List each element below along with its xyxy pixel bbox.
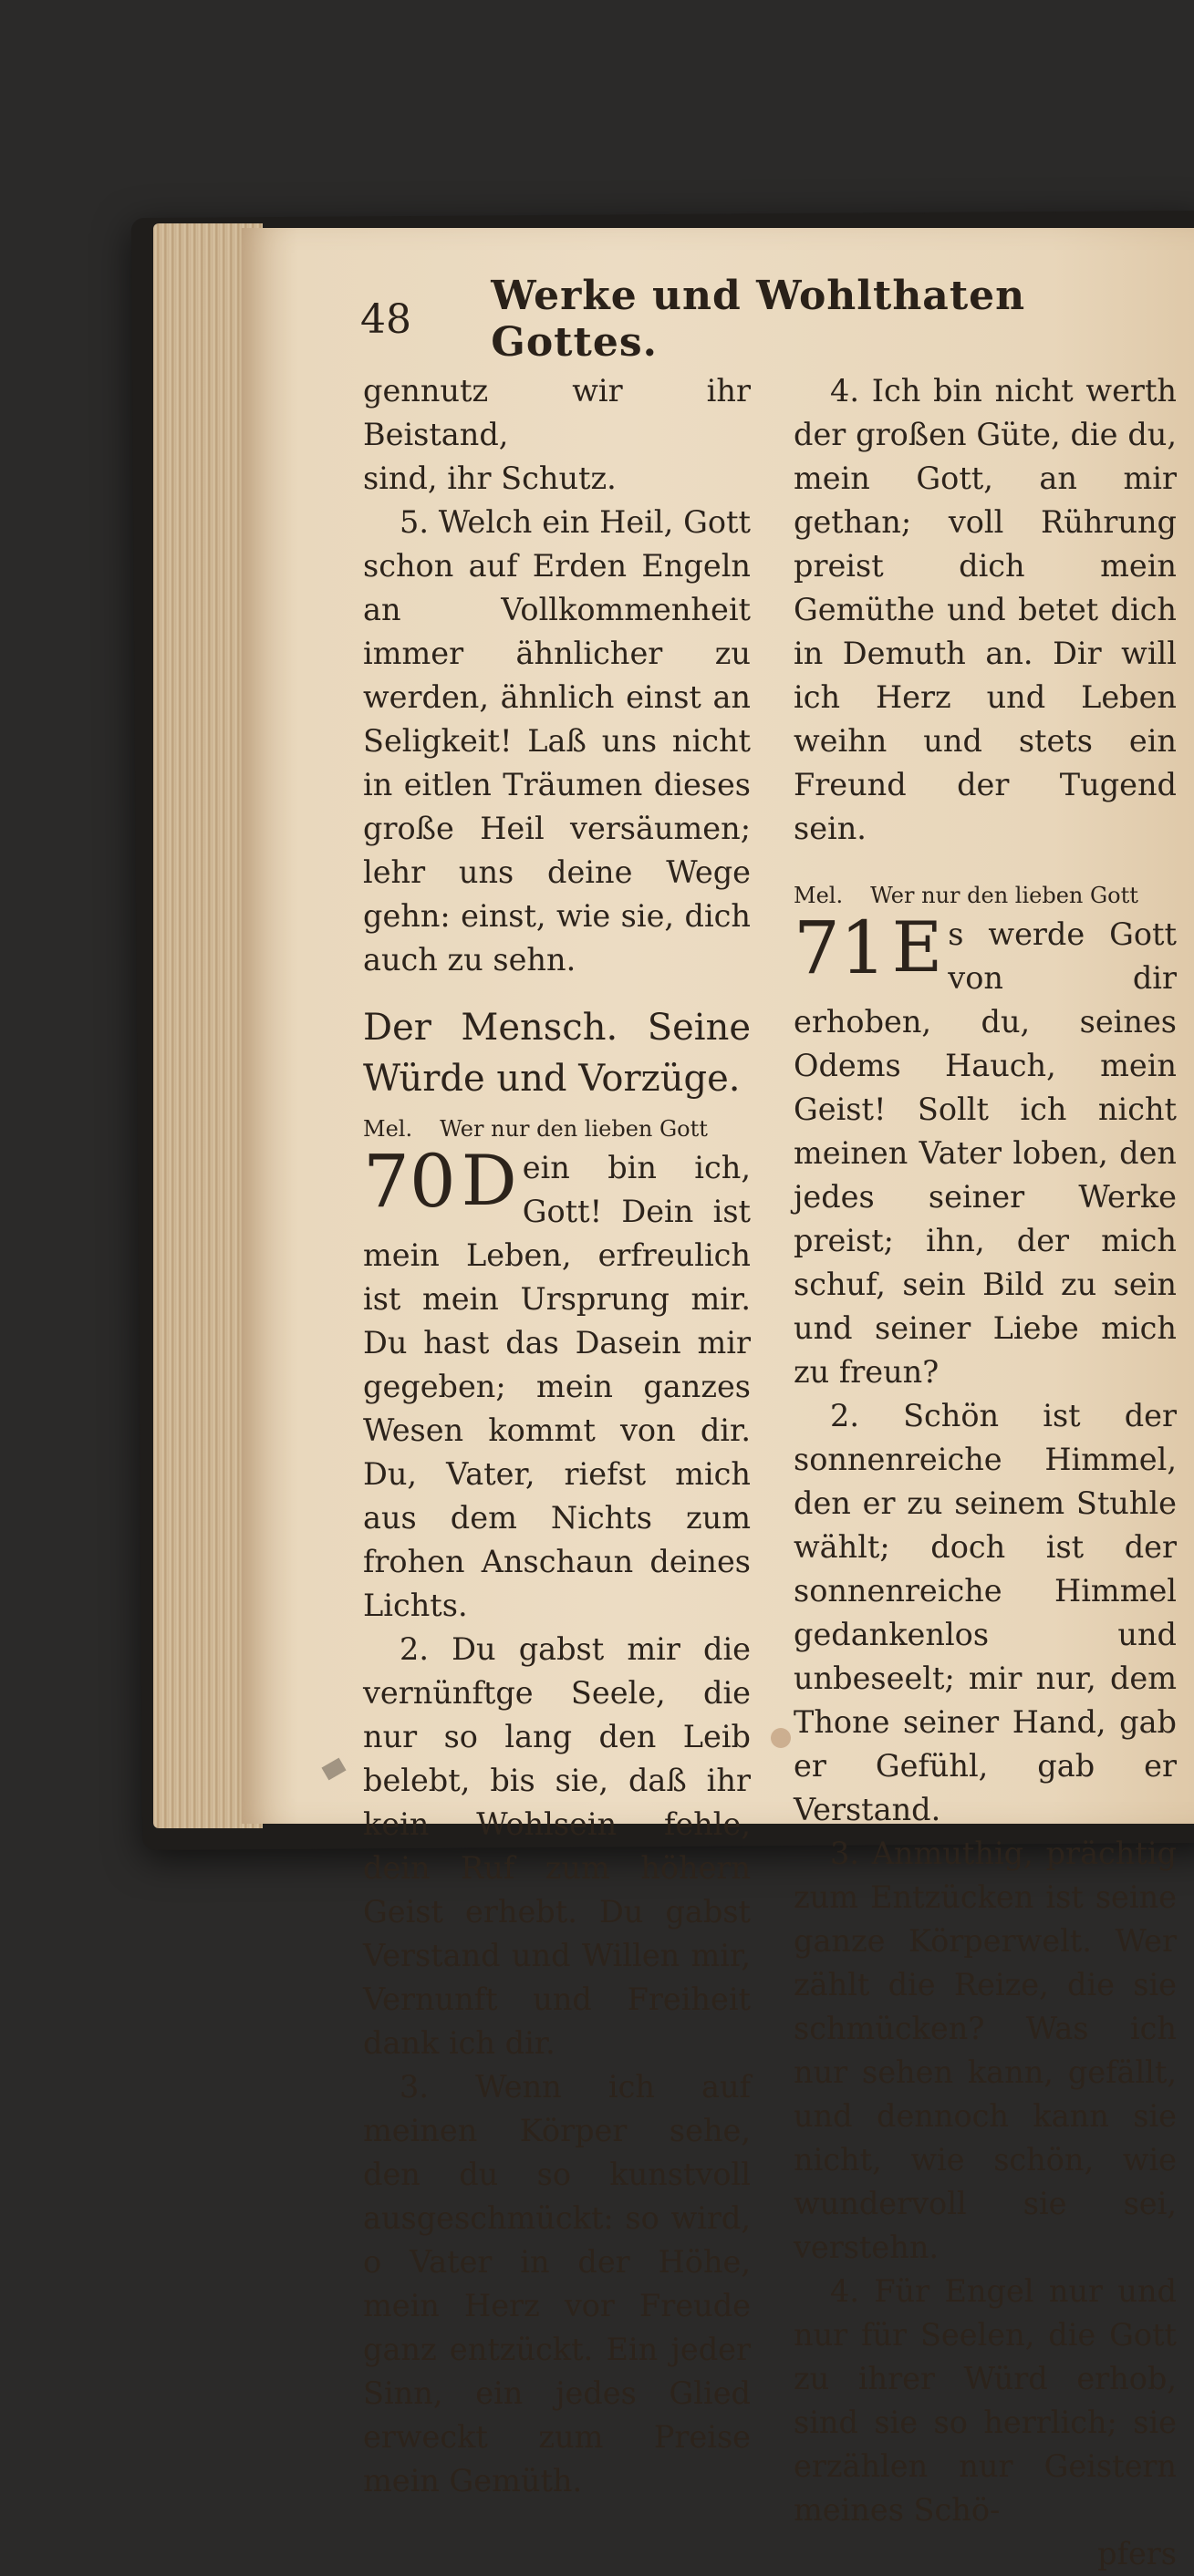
drop-cap: D: [461, 1140, 517, 1221]
verse-5: 5. Welch ein Heil, Gott schon auf Erden Engeln an Vollkommenheit immer ähnlicher zu werden, ähnlich einst an Seligkeit! Laß uns nicht in eitlen Träumen dieses große Heil versäumen; lehr uns deine Wege gehn: einst, wie sie, dich auch zu sehn.: [363, 504, 751, 978]
melody-label: Mel.: [794, 883, 844, 908]
page-header: [360, 273, 1163, 366]
verse-2: 2. Du gabst mir die vernünftge Seele, die nur so lang den Leib belebt, bis sie, daß ihr kein Wohlsein fehle, dein Ruf zum höhern Geist erhebt. Du gabst Verstand und Willen mir, Vernunft und Freiheit dank ich dir.: [363, 1631, 751, 2061]
hymn-71-verse-1: [794, 905, 1177, 1394]
verse-2: 2. Schön ist der sonnenreiche Himmel, den er zu seinem Stuhle wählt; doch ist der sonnenreiche Himmel gedankenlos und unbeseelt; mir nur, dem Thone seiner Hand, gab er Gefühl, gab er Verstand.: [794, 1398, 1177, 1827]
melody-name: Wer nur den lieben Gott: [440, 1116, 708, 1142]
drop-cap: E: [891, 906, 943, 988]
paper-stain: [771, 1728, 791, 1748]
page-number: 48: [360, 295, 411, 343]
hymn-number: 71: [794, 905, 887, 990]
section-heading: Der Mensch. Seine Würde und Vorzüge.: [363, 1007, 751, 1100]
verse-4: 4. Für Engel nur und nur für Seelen, die Gott zu ihrer Würd erhob, sind sie so herrlich; sie erzählen nur Geistern meines Schö-: [794, 2273, 1177, 2528]
hymn-number: 70: [363, 1139, 456, 1224]
left-column: [363, 369, 751, 2503]
verse-4: 4. Ich bin nicht werth der großen Güte, die du, mein Gott, an mir gethan; voll Rührung preist dich mein Gemüthe und betet dich in Demuth an. Dir will ich Herz und Leben weihn und stets ein Freund der Tugend sein.: [794, 373, 1177, 846]
hymn-text: s werde Gott von dir erhoben, du, seines Odems Hauch, mein Geist! Sollt ich nicht meinen Vater loben, den jedes seiner Werke preist; ihn, der mich schuf, sein Bild zu sein und seiner Liebe mich zu freun?: [794, 916, 1177, 1390]
melody-label: Mel.: [363, 1116, 413, 1142]
hymn-text: ein bin ich, Gott! Dein ist mein Leben, erfreulich ist mein Ursprung mir. Du hast das Dasein mir gegeben; mein ganzes Wesen kommt von dir. Du, Vater, riefst mich aus dem Nichts zum frohen Anschaun deines Lichts.: [363, 1150, 751, 1623]
right-column: [794, 369, 1177, 2576]
melody-name: Wer nur den lieben Gott: [870, 883, 1138, 908]
catchword: pfers: [1097, 2536, 1177, 2571]
hymn-70-verse-1: [363, 1139, 751, 1628]
running-head: Werke und Wohlthaten Gottes.: [491, 273, 1026, 366]
continuation-line: sind, ihr Schutz.: [363, 460, 617, 496]
verse-3: 3. Wenn ich auf meinen Körper sehe, den du so kunstvoll ausgeschmückt: so wird, o Vater in der Höhe, mein Herz vor Freude ganz entzückt. Ein jeder Sinn, ein jedes Glied erweckt zum Preise mein Gemüth.: [363, 2069, 751, 2498]
continuation-line: gennutz wir ihr Beistand,: [363, 373, 751, 452]
verse-3: 3. Anmuthig, prächtig zum Entzücken ist seine ganze Körperwelt. Wer zählt die Reize, die sie schmücken? Was ich nur sehen kann, gefällt, und dennoch kann sie nicht, wie schön, wie wundervoll sie sei, verstehn.: [794, 1836, 1177, 2265]
